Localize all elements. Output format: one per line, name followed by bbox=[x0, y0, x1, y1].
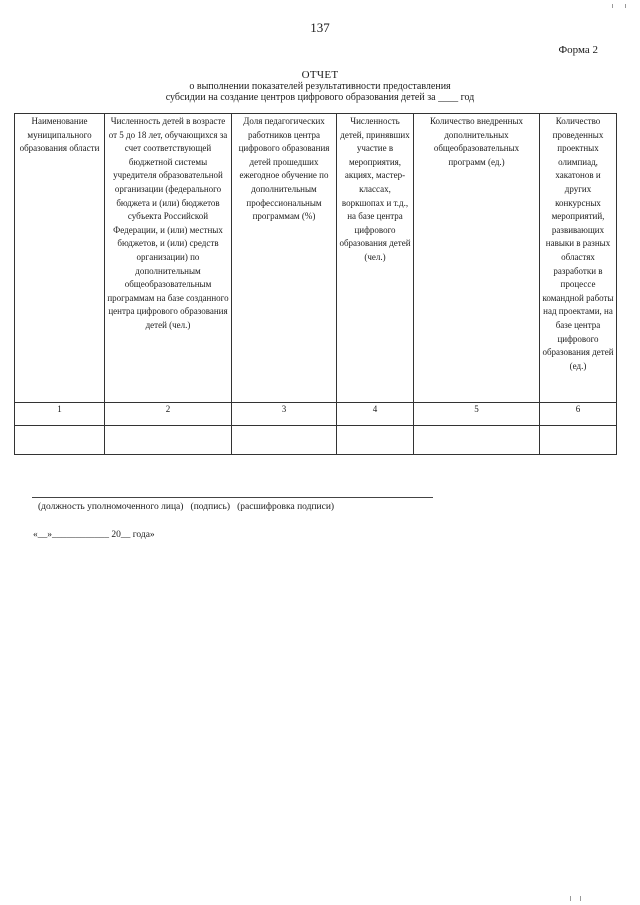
empty-cell bbox=[540, 426, 617, 455]
column-number-row bbox=[15, 403, 617, 426]
scan-mark bbox=[580, 896, 581, 901]
column-number: 5 bbox=[414, 403, 540, 426]
report-title: ОТЧЕТ bbox=[301, 69, 339, 81]
report-subtitle-line-2: субсидии на создание центров цифрового образования детей за ____ год bbox=[165, 92, 475, 103]
header-municipality: Наименование муниципального образования области bbox=[15, 114, 105, 403]
column-number: 2 bbox=[105, 403, 232, 426]
header-children-count: Численность детей в возрасте от 5 до 18 лет, обучающихся за счет соответствующей бюджетной системы учредителя образовательной организации (федерального бюджета и (или) бюджетов субъекта Российской Федерации, и (или) местных бюджетов, и (или) средств организации) по дополнительным общеобразовательным программам на базе созданного центра цифрового образования детей (чел.) bbox=[105, 114, 232, 403]
empty-cell bbox=[15, 426, 105, 455]
signature-line bbox=[32, 497, 433, 498]
report-table bbox=[14, 113, 617, 455]
column-number: 6 bbox=[540, 403, 617, 426]
empty-cell bbox=[232, 426, 337, 455]
table-header-row bbox=[15, 114, 617, 403]
header-teachers-share: Доля педагогических работников центра цифрового образования детей прошедших ежегодное обучение по дополнительным профессиональным программам (%) bbox=[232, 114, 337, 403]
header-programs-count: Количество внедренных дополнительных общеобразовательных программ (ед.) bbox=[414, 114, 540, 403]
column-number: 4 bbox=[337, 403, 414, 426]
empty-cell bbox=[337, 426, 414, 455]
empty-cell bbox=[414, 426, 540, 455]
page-number: 137 bbox=[310, 20, 330, 35]
scan-mark bbox=[570, 896, 571, 901]
column-number: 1 bbox=[15, 403, 105, 426]
scan-mark bbox=[612, 4, 613, 8]
header-contests-count: Количество проведенных проектных олимпиад, хакатонов и других конкурсных мероприятий, развивающих навыки в разных областях разработки в процессе командной работы над проектами, на базе центра цифрового образования детей (ед.) bbox=[540, 114, 617, 403]
signature-captions: (должность уполномоченного лица) (подпись) (расшифровка подписи) bbox=[38, 502, 335, 512]
empty-cell bbox=[105, 426, 232, 455]
date-line: «__»____________ 20__ года» bbox=[33, 530, 155, 540]
empty-data-row bbox=[15, 426, 617, 455]
scan-mark bbox=[625, 4, 626, 8]
column-number: 3 bbox=[232, 403, 337, 426]
header-event-participants: Численность детей, принявших участие в мероприятия, акциях, мастер-классах, воркшопах и т.д., на базе центра цифрового образования детей (чел.) bbox=[337, 114, 414, 403]
report-title-block bbox=[0, 70, 640, 103]
form-label: Форма 2 bbox=[558, 44, 598, 56]
report-subtitle-line-1: о выполнении показателей результативности предоставления bbox=[189, 81, 451, 92]
